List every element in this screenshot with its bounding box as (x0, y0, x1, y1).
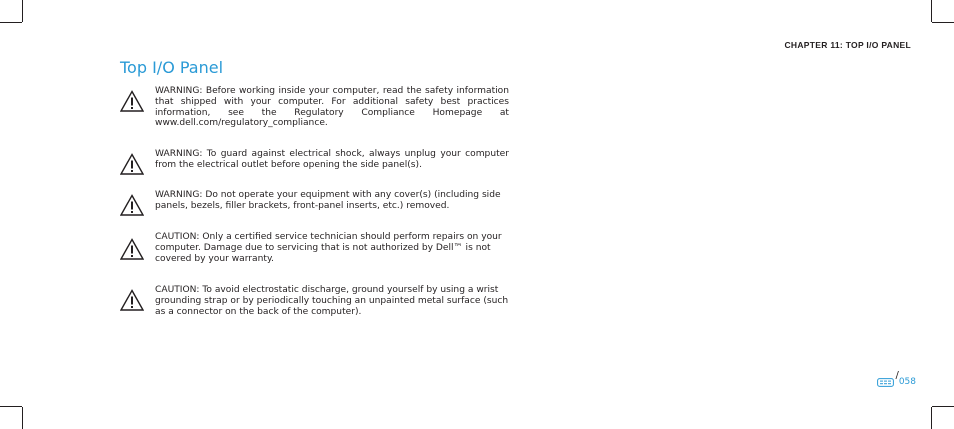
notice-text: WARNING: Do not operate your equipment with any cover(s) (including side panels, bezels, filler brackets, front-panel inserts, etc.) removed. (155, 190, 501, 211)
notice-text: CAUTION: To avoid electrostatic discharge, ground yourself by using a wrist grounding strap or by periodically touching an unpainted metal surface (such as a connector on the back of the computer). (155, 285, 509, 317)
page-footer (877, 371, 916, 391)
crop-mark (932, 406, 954, 407)
chapter-header: CHAPTER 11: TOP I/O PANEL (784, 40, 911, 50)
crop-mark (0, 406, 22, 407)
warning-triangle-icon (120, 194, 144, 216)
warning-triangle-icon (120, 153, 144, 175)
crop-mark (931, 407, 932, 429)
crop-mark (22, 0, 23, 22)
warning-triangle-icon (120, 289, 144, 311)
page-number: 058 (898, 377, 916, 387)
page-title: Top I/O Panel (120, 58, 224, 77)
crop-mark (22, 407, 23, 429)
warning-triangle-icon (120, 238, 144, 260)
notice-text: CAUTION: Only a certified service technician should perform repairs on your computer. Damage due to servicing that is not authorized by Dell™ is not covered by your warranty. (155, 232, 502, 264)
crop-mark (932, 22, 954, 23)
crop-mark (931, 0, 932, 22)
warning-triangle-icon (120, 90, 144, 112)
notice-text: WARNING: Before working inside your computer, read the safety information that shipped with your computer. For additional safety best practices information, see the Regulatory Compliance Homepage at www.dell.com/regulatory_compliance. (155, 86, 509, 129)
crop-mark (0, 22, 22, 23)
notice-text: WARNING: To guard against electrical shock, always unplug your computer from the electrical outlet before opening the side panel(s). (155, 149, 509, 170)
alienware-logo-icon (877, 372, 894, 391)
page-separator: / (895, 370, 899, 381)
